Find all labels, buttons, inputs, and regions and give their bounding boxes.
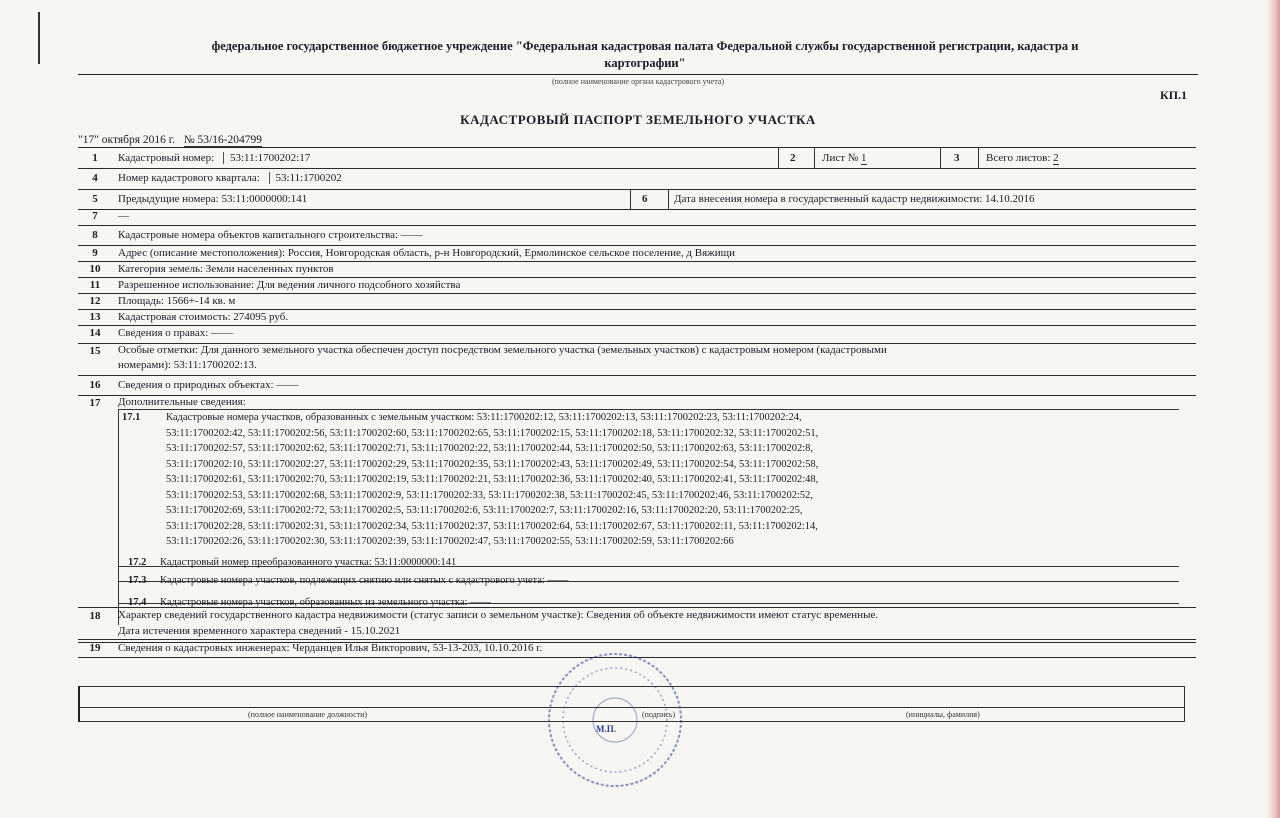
row-number: 17: [89, 397, 101, 409]
removed-parcels-text: Кадастровые номера участков, подлежащих снятию или снятых с кадастрового учета: ——: [160, 575, 569, 586]
cadastral-number-value: 53:11:1700202:17: [223, 152, 310, 164]
field-number-2: 2: [790, 152, 796, 164]
document-title: КАДАСТРОВЫЙ ПАСПОРТ ЗЕМЕЛЬНОГО УЧАСТКА: [460, 112, 816, 127]
row-number: 7: [92, 210, 98, 222]
signature-caption: (подпись): [642, 710, 676, 719]
row-number: 12: [89, 295, 101, 307]
row-number: 14: [89, 327, 101, 339]
stamp-label: М.П.: [596, 724, 616, 734]
official-stamp-icon: [545, 650, 685, 790]
parcel-line: Кадастровые номера участков, образованных с земельным участком: 53:11:1700202:12, 53:11:1700202:13, 53:11:1700202:23, 53:11:1700202:24,: [166, 412, 802, 423]
row-number: 18: [89, 610, 101, 622]
row-number: 1: [92, 152, 98, 164]
natural-objects-text: Сведения о природных объектах: ——: [118, 379, 299, 391]
sheet-value: 1: [861, 152, 867, 164]
field-number-3: 3: [954, 152, 960, 164]
cadastral-value-text: Кадастровая стоимость: 274095 руб.: [118, 311, 289, 323]
field-number-6: 6: [642, 193, 648, 205]
row-number: 13: [89, 311, 101, 323]
row-number: 9: [92, 247, 98, 259]
organization-name: [90, 38, 1200, 72]
row-number: 11: [89, 279, 101, 291]
form-code: КП.1: [1160, 88, 1188, 102]
special-notes-line-1: Особые отметки: Для данного земельного участка обеспечен доступ посредством земельного участка (земельных участков) с кадастровым номером (кадастровыми: [118, 344, 887, 356]
row-cadastral-value: [78, 309, 1196, 326]
row-permitted-use: [78, 277, 1196, 294]
sheet-label: Лист №: [822, 152, 859, 164]
additional-info-label: Дополнительные сведения:: [118, 396, 246, 408]
permitted-use-text: Разрешенное использование: Для ведения личного подсобного хозяйства: [118, 279, 461, 291]
document-number: № 53/16-204799: [183, 134, 263, 146]
subfield-number: 17.4: [128, 597, 147, 608]
parcel-line: 53:11:1700202:53, 53:11:1700202:68, 53:11:1700202:9, 53:11:1700202:33, 53:11:1700202:38, 53:11:1700202:45, 53:11:1700202:46, 53:11:1700202:52,: [166, 489, 814, 501]
quarter-label: Номер кадастрового квартала:: [118, 172, 260, 184]
derived-parcels-text: Кадастровые номера участков, образованных из земельного участка: ——: [160, 597, 492, 608]
position-caption: (полное наименование должности): [248, 710, 368, 719]
row-special-notes: [78, 343, 1196, 376]
subfield-number: 17.2: [128, 557, 147, 568]
row-7-text: —: [118, 210, 129, 222]
transformed-parcel-text: Кадастровый номер преобразованного участка: 53:11:0000000:141: [160, 557, 457, 568]
parcel-line: 53:11:1700202:26, 53:11:1700202:30, 53:11:1700202:39, 53:11:1700202:47, 53:11:1700202:55, 53:11:1700202:59, 53:11:1700202:66: [166, 536, 734, 547]
cadastral-number-label: Кадастровый номер:: [118, 152, 215, 164]
org-line-1: федеральное государственное бюджетное учреждение "Федеральная кадастровая палата Федеральной службы государственной регистрации, кадастра и: [211, 39, 1079, 53]
row-rights: [78, 325, 1196, 344]
row-7: [78, 209, 1196, 226]
row-natural-objects: [78, 375, 1196, 396]
record-status-line-1: Характер сведений государственного кадастра недвижимости (статус записи о земельном участке): Сведения об объекте недвижимости имеют статус временные.: [118, 609, 879, 621]
parcel-line: 53:11:1700202:61, 53:11:1700202:70, 53:11:1700202:19, 53:11:1700202:21, 53:11:1700202:36, 53:11:1700202:40, 53:11:1700202:41, 53:11:1700202:48,: [166, 474, 819, 485]
row-number: 8: [92, 229, 98, 241]
row-previous-numbers: [78, 189, 1196, 210]
sheet-number: [822, 152, 867, 164]
area-text: Площадь: 1566+-14 кв. м: [118, 295, 236, 307]
previous-numbers: Предыдущие номера: 53:11:0000000:141: [118, 193, 308, 205]
subfield-number: 17.3: [128, 575, 147, 586]
row-number: 15: [89, 345, 101, 357]
total-value: 2: [1053, 152, 1059, 164]
special-notes-line-2: номерами): 53:11:1700202:13.: [118, 359, 257, 371]
cadastral-number-cell: [118, 152, 776, 164]
row-number: 5: [92, 193, 98, 205]
capital-objects-text: Кадастровые номера объектов капитального строительства: ——: [118, 229, 423, 241]
document-date: "17" октября 2016 г.: [78, 134, 176, 146]
engineers-text: Сведения о кадастровых инженерах: Черданцев Илья Викторович, 53-13-203, 10.10.2016 г.: [118, 642, 543, 654]
quarter-cell: [118, 172, 1190, 184]
document-date-line: [78, 134, 262, 146]
total-sheets: [986, 152, 1059, 164]
row-record-status: [78, 607, 1196, 643]
row-number: 4: [92, 172, 98, 184]
registration-date: Дата внесения номера в государственный кадастр недвижимости: 14.10.2016: [674, 193, 1035, 205]
parcel-line: 53:11:1700202:28, 53:11:1700202:31, 53:11:1700202:34, 53:11:1700202:37, 53:11:1700202:64, 53:11:1700202:67, 53:11:1700202:11, 53:11:1700202:14,: [166, 520, 818, 532]
row-number: 10: [89, 263, 101, 275]
org-line-2: картографии": [604, 56, 686, 70]
row-number: 16: [89, 379, 101, 391]
org-caption: (полное наименование органа кадастрового учета): [551, 77, 725, 86]
parcel-line: 53:11:1700202:10, 53:11:1700202:27, 53:11:1700202:29, 53:11:1700202:35, 53:11:1700202:43, 53:11:1700202:49, 53:11:1700202:54, 53:11:1700202:58,: [166, 458, 819, 470]
land-category-text: Категория земель: Земли населенных пунктов: [118, 263, 334, 275]
parcel-line: 53:11:1700202:57, 53:11:1700202:62, 53:11:1700202:71, 53:11:1700202:22, 53:11:1700202:44, 53:11:1700202:50, 53:11:1700202:63, 53:11:1700202:8,: [166, 443, 814, 454]
parcel-line: 53:11:1700202:69, 53:11:1700202:72, 53:11:1700202:5, 53:11:1700202:6, 53:11:1700202:7, 53:11:1700202:16, 53:11:1700202:20, 53:11:1700202:25,: [166, 505, 803, 516]
address-text: Адрес (описание местоположения): Россия, Новгородская область, р-н Новгородский, Ермолинское сельское поселение, д Вяжищи: [118, 247, 735, 259]
row-area: [78, 293, 1196, 310]
margin-mark: [38, 12, 40, 64]
row-capital-objects: [78, 225, 1196, 246]
subfield-number: 17.1: [122, 412, 141, 423]
record-status-line-2: Дата истечения временного характера сведений - 15.10.2021: [118, 625, 401, 637]
name-caption: (инициалы, фамилия): [906, 710, 980, 719]
scan-edge: [1266, 0, 1280, 818]
rights-text: Сведения о правах: ——: [118, 327, 234, 339]
row-land-category: [78, 261, 1196, 278]
parcel-line: 53:11:1700202:42, 53:11:1700202:56, 53:11:1700202:60, 53:11:1700202:65, 53:11:1700202:15, 53:11:1700202:18, 53:11:1700202:32, 53:11:1700202:51,: [166, 427, 819, 439]
row-number: 19: [89, 642, 101, 654]
row-quarter-number: [78, 167, 1196, 190]
row-cadastral-number: [78, 147, 1196, 169]
row-address: [78, 245, 1196, 262]
quarter-value: 53:11:1700202: [269, 172, 342, 184]
total-label: Всего листов:: [986, 152, 1051, 164]
org-underline: [78, 74, 1198, 75]
